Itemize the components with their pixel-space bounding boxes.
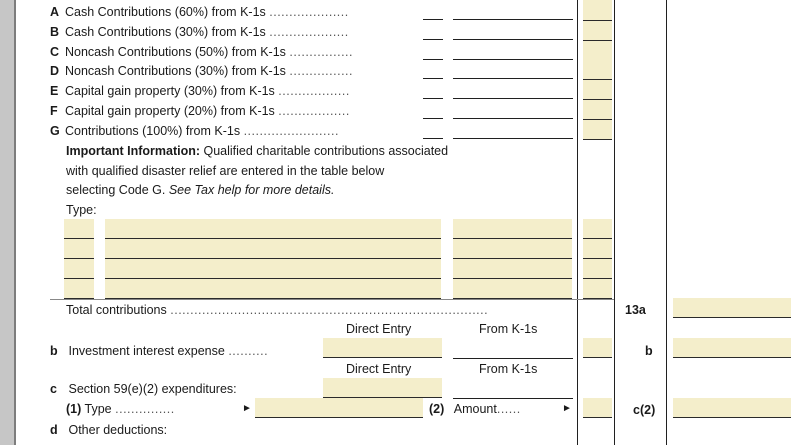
row-dots: ................ [289,45,353,59]
row-letter: D [50,64,60,78]
line-c1-num: (1) [66,402,82,416]
from-k1s-header-b: From K-1s [479,322,538,336]
row-amount-field[interactable] [583,100,612,120]
row-label: Cash Contributions (30%) from K-1s [65,25,266,39]
info-heading: Important Information: [66,144,201,158]
total-contributions-field[interactable] [673,298,791,318]
type-label: Type: [66,203,97,217]
row-dots: .................. [278,84,350,98]
row-label: Cash Contributions (60%) from K-1s [65,5,266,19]
type-table-cell-r3-c2[interactable] [105,259,441,279]
row-amount-field[interactable] [583,41,612,61]
amount-arrow-icon: ► [562,403,572,414]
line-c2-text: Amount [453,402,497,416]
row-k1-line [453,138,573,139]
section-59e2-amount-field[interactable] [673,398,791,418]
type-table-cell-r3-c1[interactable] [64,259,94,279]
column-divider-3 [666,0,667,445]
row-k1-line [453,98,573,99]
type-table-cell-r1-c2[interactable] [105,219,441,239]
line-d-label [50,421,167,439]
row-k1-line [453,19,573,20]
investment-interest-total-field[interactable] [673,338,791,358]
direct-entry-header-c: Direct Entry [346,362,412,376]
row-short-line [423,19,443,20]
contribution-row-d [50,62,353,80]
left-margin-bar [0,0,14,445]
type-table-cell-r4-c3[interactable] [453,279,572,299]
line-c-text: Section 59(e)(2) expenditures: [68,382,237,396]
total-label-text: Total contributions [66,303,167,317]
column-divider-1 [577,0,578,445]
type-table-cell-r1-c1[interactable] [64,219,94,239]
line-d-text: Other deductions: [68,423,168,437]
row-amount-field[interactable] [583,80,612,100]
column-divider-2 [614,0,615,445]
row-dots: .................. [278,104,350,118]
row-letter: E [50,84,59,98]
line-c2-label [429,402,521,416]
type-table-cell-r1-c4[interactable] [583,219,612,239]
line-number-b: b [645,344,653,358]
row-dots: .................... [269,25,349,39]
type-table-cell-r3-c4[interactable] [583,259,612,279]
type-table-cell-r3-c3[interactable] [453,259,572,279]
type-table-cell-r4-c2[interactable] [105,279,441,299]
line-d-letter: d [50,423,58,437]
info-text-1: Qualified charitable contributions associated [203,144,449,158]
contribution-row-g [50,122,339,140]
total-separator [50,299,614,300]
line-c2-num: (2) [429,402,445,416]
row-label: Capital gain property (30%) from K-1s [65,84,275,98]
row-amount-field[interactable] [583,1,612,21]
row-short-line [423,138,443,139]
info-tax-help: See Tax help for more details. [168,183,335,197]
total-contributions-label [66,301,555,319]
total-dots: ................................................................................ [170,303,489,317]
line-b-letter: b [50,344,58,358]
contribution-row-c [50,43,353,61]
contribution-row-b [50,23,349,41]
section-59e2-k1-line [453,398,573,399]
type-table-cell-r2-c3[interactable] [453,239,572,259]
contribution-row-a [50,3,349,21]
row-short-line [423,78,443,79]
line-c1-dots: ............... [115,402,175,416]
info-line-3 [66,181,334,199]
row-letter: A [50,5,60,19]
direct-entry-header-b: Direct Entry [346,322,412,336]
row-dots: ........................ [243,124,339,138]
line-b-label [50,342,268,360]
section-59e2-amount-small-field[interactable] [583,398,612,418]
row-short-line [423,39,443,40]
contribution-row-f [50,102,350,120]
line-number-13a: 13a [625,303,646,317]
row-short-line [423,118,443,119]
row-label: Capital gain property (20%) from K-1s [65,104,275,118]
investment-interest-direct-field[interactable] [323,338,442,358]
row-label: Noncash Contributions (30%) from K-1s [65,64,286,78]
type-table-cell-r2-c2[interactable] [105,239,441,259]
investment-interest-small-field[interactable] [583,338,612,358]
from-k1s-header-c: From K-1s [479,362,538,376]
line-c-letter: c [50,382,57,396]
section-59e2-direct-field[interactable] [323,378,442,398]
line-c2-dots: ...... [496,402,521,416]
left-margin-edge [14,0,16,445]
contribution-row-e [50,82,350,100]
row-k1-line [453,59,573,60]
type-table-cell-r1-c3[interactable] [453,219,572,239]
investment-interest-k1-line [453,358,573,359]
row-short-line [423,98,443,99]
line-number-c2: c(2) [633,403,656,417]
row-letter: B [50,25,60,39]
row-amount-field[interactable] [583,120,612,140]
row-dots: .................... [269,5,349,19]
line-c1-label [66,400,175,418]
section-59e2-type-field[interactable] [255,398,423,418]
top-field-fragment [583,0,612,3]
row-dots: ................ [289,64,353,78]
type-table-cell-r2-c4[interactable] [583,239,612,259]
row-amount-field[interactable] [583,60,612,80]
row-label: Noncash Contributions (50%) from K-1s [65,45,286,59]
row-letter: G [50,124,60,138]
line-c1-text: Type [84,402,112,416]
row-k1-line [453,39,573,40]
line-b-dots: .......... [228,344,269,358]
row-short-line [423,59,443,60]
row-k1-line [453,118,573,119]
row-k1-line [453,78,573,79]
row-letter: C [50,45,60,59]
line-c-label [50,380,237,398]
row-letter: F [50,104,58,118]
info-line-1 [66,142,448,160]
line-b-text: Investment interest expense [68,344,225,358]
type-table-cell-r4-c1[interactable] [64,279,94,299]
type-arrow-icon: ► [242,403,252,414]
info-line-2: with qualified disaster relief are entered in the table below [66,164,385,178]
row-label: Contributions (100%) from K-1s [65,124,241,138]
row-amount-field[interactable] [583,21,612,41]
type-table-cell-r4-c4[interactable] [583,279,612,299]
type-table-cell-r2-c1[interactable] [64,239,94,259]
info-text-3: selecting Code G. [66,183,166,197]
